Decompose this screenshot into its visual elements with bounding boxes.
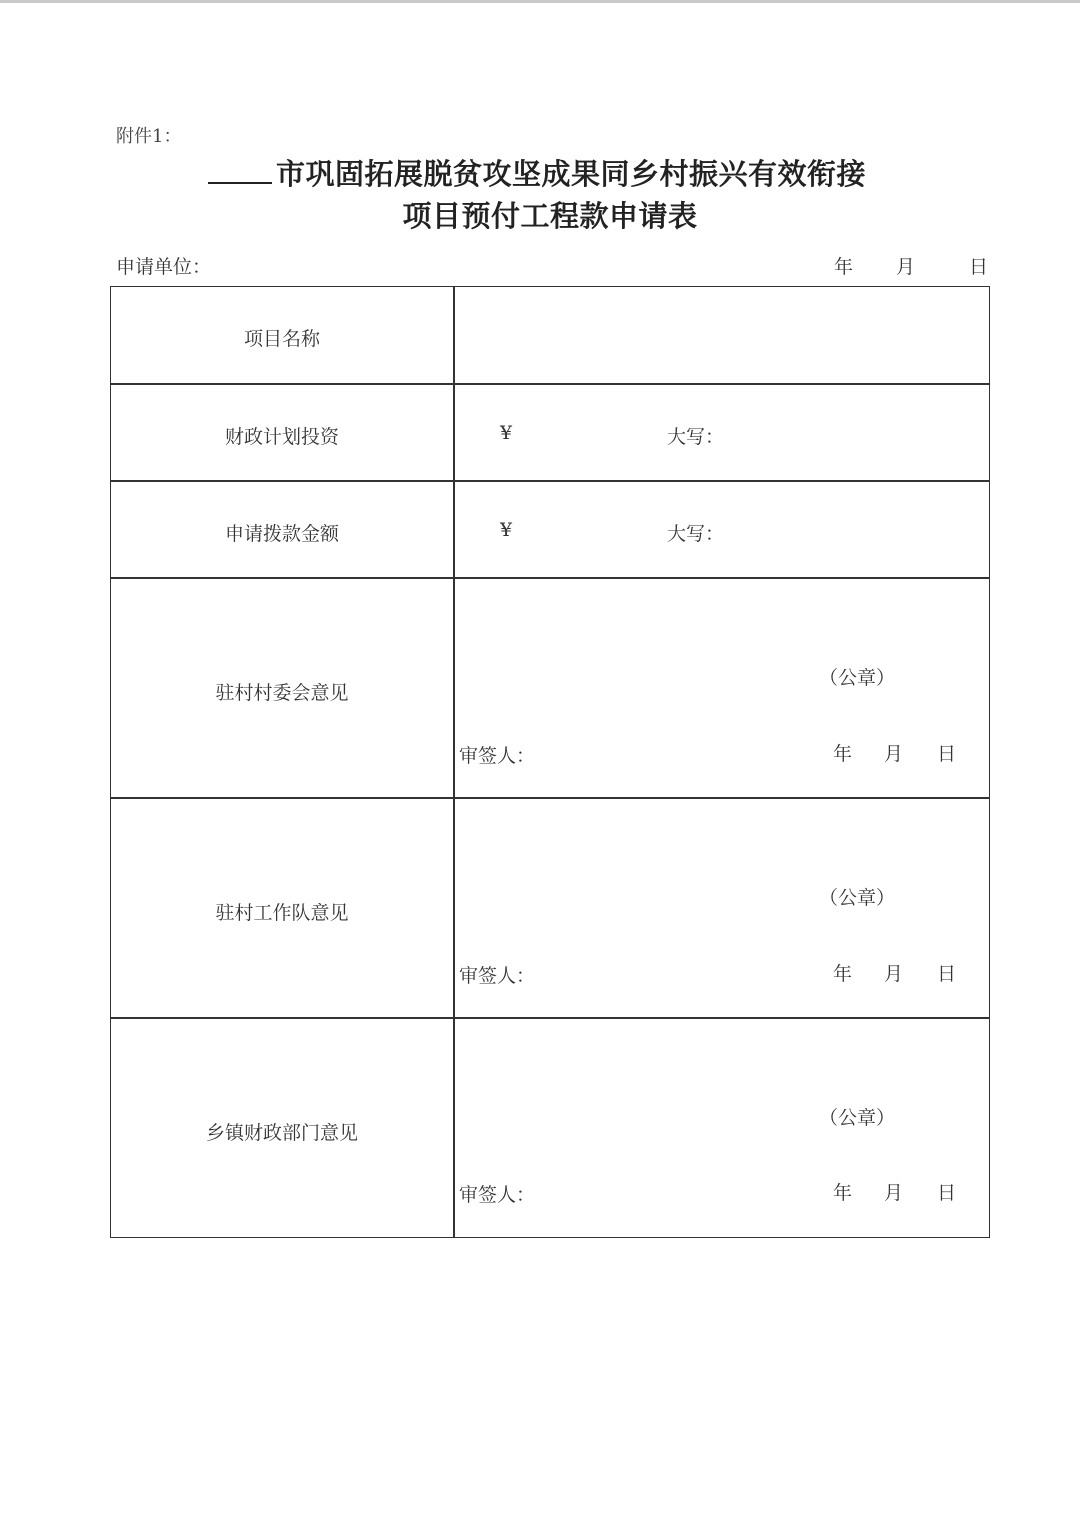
city-name-blank[interactable] xyxy=(208,158,272,184)
row-divider xyxy=(111,1017,989,1019)
attachment-label: 附件1： xyxy=(116,126,182,147)
work-team-signer-label: 审签人： xyxy=(459,965,536,987)
apply-amount-label: 申请拨款金额 xyxy=(224,523,339,545)
row-divider xyxy=(111,480,989,482)
applicant-unit-label: 申请单位： xyxy=(116,256,212,278)
row-divider xyxy=(111,383,989,385)
village-committee-date-month: 月 xyxy=(884,743,904,765)
header-date-day: 日 xyxy=(969,256,989,278)
township-finance-signer-label: 审签人： xyxy=(459,1184,536,1206)
finance-plan-label: 财政计划投资 xyxy=(224,426,339,448)
village-committee-signer-label: 审签人： xyxy=(459,745,536,767)
village-committee-date-day: 日 xyxy=(937,743,957,765)
township-finance-date-year: 年 xyxy=(833,1182,853,1204)
scan-edge-rule xyxy=(0,0,1080,3)
work-team-date-day: 日 xyxy=(937,963,957,985)
project-name-label: 项目名称 xyxy=(243,328,320,350)
finance-plan-currency: ¥ xyxy=(500,422,513,444)
row-divider xyxy=(111,577,989,579)
application-form-table xyxy=(110,286,990,1238)
village-committee-opinion-label: 驻村村委会意见 xyxy=(215,682,349,704)
form-title-text: 市巩固拓展脱贫攻坚成果同乡村振兴有效衔接 xyxy=(276,157,867,191)
row-divider xyxy=(111,797,989,799)
header-date-month: 月 xyxy=(896,256,916,278)
form-title-line1 xyxy=(208,152,866,193)
form-title-line2: 项目预付工程款申请表 xyxy=(402,199,698,233)
township-finance-date-month: 月 xyxy=(884,1182,904,1204)
apply-amount-capital-label: 大写： xyxy=(667,523,725,545)
village-committee-seal: （公章） xyxy=(819,667,896,689)
finance-plan-capital-label: 大写： xyxy=(667,426,725,448)
township-finance-seal: （公章） xyxy=(819,1107,896,1129)
village-committee-date-year: 年 xyxy=(833,743,853,765)
column-divider xyxy=(453,287,455,1237)
work-team-seal: （公章） xyxy=(819,887,896,909)
header-date-year: 年 xyxy=(834,256,854,278)
project-name-value-cell[interactable] xyxy=(455,287,989,383)
work-team-date-month: 月 xyxy=(884,963,904,985)
work-team-date-year: 年 xyxy=(833,963,853,985)
apply-amount-currency: ¥ xyxy=(500,519,513,541)
township-finance-date-day: 日 xyxy=(937,1182,957,1204)
work-team-opinion-label: 驻村工作队意见 xyxy=(215,902,349,924)
township-finance-opinion-label: 乡镇财政部门意见 xyxy=(205,1122,358,1144)
